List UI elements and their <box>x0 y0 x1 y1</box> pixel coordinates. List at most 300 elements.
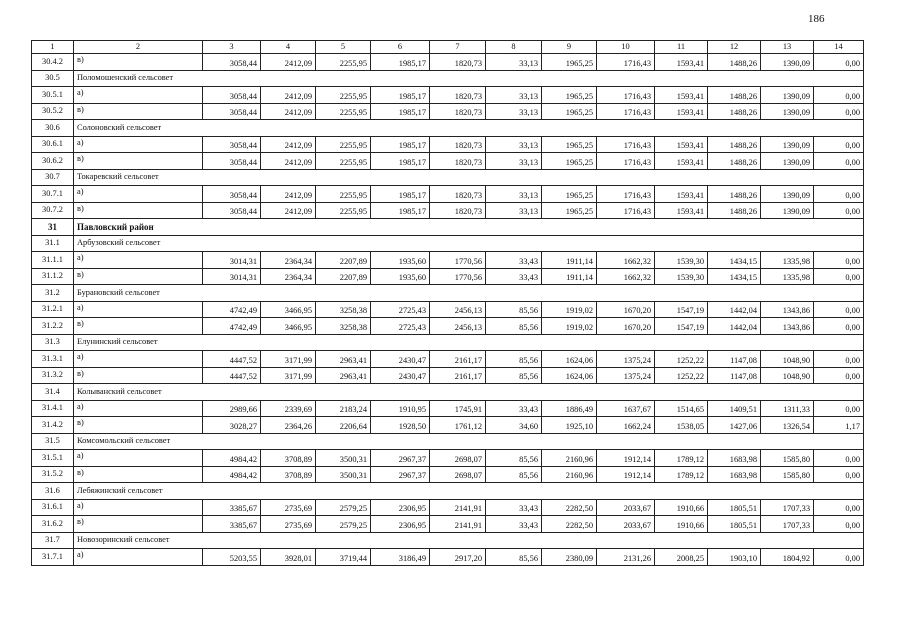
row-code: 31.4 <box>32 384 74 401</box>
row-code: 30.7.1 <box>32 186 74 203</box>
value-cell-col-13: 1048,90 <box>761 367 814 384</box>
value-cell-col-3: 3385,67 <box>203 499 261 516</box>
value-cell-col-13: 1390,09 <box>761 186 814 203</box>
value-cell-col-4: 2412,09 <box>261 54 316 71</box>
value-cell-col-9: 1911,14 <box>542 252 597 269</box>
value-cell-col-8: 33,13 <box>486 153 542 170</box>
table-row <box>32 54 864 71</box>
value-cell-col-5: 3258,38 <box>316 301 371 318</box>
value-cell-col-11: 1252,22 <box>655 367 708 384</box>
value-cell-col-6: 2725,43 <box>371 301 430 318</box>
value-cell-col-3: 3058,44 <box>203 54 261 71</box>
value-cell-col-5: 2255,95 <box>316 54 371 71</box>
row-code: 31.1 <box>32 235 74 252</box>
row-code: 30.4.2 <box>32 54 74 71</box>
value-cell-col-12: 1488,26 <box>708 202 761 219</box>
value-cell-col-10: 1716,43 <box>597 153 655 170</box>
row-label: в) <box>74 202 203 219</box>
value-cell-col-11: 1593,41 <box>655 186 708 203</box>
value-cell-col-12: 1409,51 <box>708 400 761 417</box>
value-cell-col-6: 2967,37 <box>371 450 430 467</box>
value-cell-col-9: 2282,50 <box>542 516 597 533</box>
row-label: в) <box>74 153 203 170</box>
table-row <box>32 450 864 467</box>
table-row <box>32 417 864 434</box>
value-cell-col-6: 1910,95 <box>371 400 430 417</box>
table-row <box>32 252 864 269</box>
table-row <box>32 153 864 170</box>
row-code: 31.6 <box>32 483 74 500</box>
value-cell-col-4: 2364,34 <box>261 252 316 269</box>
value-cell-col-8: 33,13 <box>486 87 542 104</box>
row-code: 31.2.2 <box>32 318 74 335</box>
value-cell-col-3: 4984,42 <box>203 466 261 483</box>
value-cell-col-4: 2412,09 <box>261 153 316 170</box>
row-label: в) <box>74 318 203 335</box>
value-cell-col-5: 2963,41 <box>316 367 371 384</box>
value-cell-col-9: 2282,50 <box>542 499 597 516</box>
row-code: 31.5.2 <box>32 466 74 483</box>
value-cell-col-13: 1335,98 <box>761 252 814 269</box>
row-code: 30.7 <box>32 169 74 186</box>
value-cell-col-5: 2207,89 <box>316 252 371 269</box>
value-cell-col-13: 1707,33 <box>761 516 814 533</box>
table-row <box>32 367 864 384</box>
column-number-row <box>32 41 864 54</box>
row-code: 30.6.2 <box>32 153 74 170</box>
row-code: 31.2 <box>32 285 74 302</box>
row-label: а) <box>74 186 203 203</box>
value-cell-col-13: 1390,09 <box>761 202 814 219</box>
value-cell-col-9: 1886,49 <box>542 400 597 417</box>
value-cell-col-14: 0,00 <box>814 301 864 318</box>
table-row <box>32 301 864 318</box>
value-cell-col-3: 5203,55 <box>203 549 261 566</box>
settlement-heading-row <box>32 334 864 351</box>
row-code: 31.4.2 <box>32 417 74 434</box>
value-cell-col-12: 1442,04 <box>708 301 761 318</box>
value-cell-col-10: 1912,14 <box>597 466 655 483</box>
value-cell-col-6: 1985,17 <box>371 153 430 170</box>
value-cell-col-4: 2735,69 <box>261 499 316 516</box>
value-cell-col-8: 33,43 <box>486 400 542 417</box>
value-cell-col-5: 3500,31 <box>316 466 371 483</box>
value-cell-col-12: 1488,26 <box>708 186 761 203</box>
table-row <box>32 318 864 335</box>
table-row <box>32 466 864 483</box>
settlement-heading-row <box>32 120 864 137</box>
value-cell-col-4: 3928,01 <box>261 549 316 566</box>
value-cell-col-6: 1985,17 <box>371 103 430 120</box>
value-cell-col-14: 0,00 <box>814 153 864 170</box>
column-number-9: 9 <box>542 41 597 54</box>
value-cell-col-6: 1985,17 <box>371 87 430 104</box>
row-code: 30.5 <box>32 70 74 87</box>
value-cell-col-11: 1789,12 <box>655 450 708 467</box>
settlement-heading-row <box>32 483 864 500</box>
value-cell-col-10: 1375,24 <box>597 367 655 384</box>
value-cell-col-13: 1585,80 <box>761 466 814 483</box>
value-cell-col-8: 33,13 <box>486 186 542 203</box>
value-cell-col-14: 0,00 <box>814 186 864 203</box>
column-number-2: 2 <box>74 41 203 54</box>
value-cell-col-3: 4447,52 <box>203 367 261 384</box>
value-cell-col-4: 2364,26 <box>261 417 316 434</box>
value-cell-col-10: 1716,43 <box>597 186 655 203</box>
row-code: 31.6.2 <box>32 516 74 533</box>
settlement-heading-row <box>32 169 864 186</box>
value-cell-col-10: 1670,20 <box>597 318 655 335</box>
value-cell-col-12: 1683,98 <box>708 450 761 467</box>
column-number-3: 3 <box>203 41 261 54</box>
value-cell-col-3: 3028,27 <box>203 417 261 434</box>
value-cell-col-6: 1928,50 <box>371 417 430 434</box>
settlement-heading-row <box>32 285 864 302</box>
row-code: 31.3.2 <box>32 367 74 384</box>
settlement-heading-row <box>32 532 864 549</box>
value-cell-col-3: 3058,44 <box>203 153 261 170</box>
value-cell-col-14: 0,00 <box>814 103 864 120</box>
value-cell-col-11: 1910,66 <box>655 516 708 533</box>
value-cell-col-7: 2161,17 <box>430 367 486 384</box>
column-number-7: 7 <box>430 41 486 54</box>
row-code: 30.6 <box>32 120 74 137</box>
value-cell-col-7: 2456,13 <box>430 301 486 318</box>
value-cell-col-7: 2917,20 <box>430 549 486 566</box>
value-cell-col-14: 0,00 <box>814 351 864 368</box>
value-cell-col-5: 3500,31 <box>316 450 371 467</box>
value-cell-col-7: 1820,73 <box>430 54 486 71</box>
row-code: 31.1.2 <box>32 268 74 285</box>
value-cell-col-13: 1707,33 <box>761 499 814 516</box>
value-cell-col-14: 0,00 <box>814 499 864 516</box>
value-cell-col-5: 2255,95 <box>316 136 371 153</box>
value-cell-col-4: 3708,89 <box>261 450 316 467</box>
value-cell-col-5: 2255,95 <box>316 186 371 203</box>
value-cell-col-14: 0,00 <box>814 367 864 384</box>
row-code: 31.6.1 <box>32 499 74 516</box>
value-cell-col-11: 1252,22 <box>655 351 708 368</box>
value-cell-col-7: 2141,91 <box>430 499 486 516</box>
value-cell-col-11: 1593,41 <box>655 202 708 219</box>
value-cell-col-8: 85,56 <box>486 466 542 483</box>
value-cell-col-3: 3058,44 <box>203 186 261 203</box>
row-code: 31.4.1 <box>32 400 74 417</box>
row-code: 31.7.1 <box>32 549 74 566</box>
value-cell-col-10: 2131,26 <box>597 549 655 566</box>
value-cell-col-12: 1903,10 <box>708 549 761 566</box>
value-cell-col-11: 1789,12 <box>655 466 708 483</box>
value-cell-col-10: 1716,43 <box>597 54 655 71</box>
value-cell-col-11: 1547,19 <box>655 301 708 318</box>
district-heading-row <box>32 219 864 236</box>
value-cell-col-5: 2183,24 <box>316 400 371 417</box>
value-cell-col-11: 1514,65 <box>655 400 708 417</box>
value-cell-col-4: 3171,99 <box>261 351 316 368</box>
value-cell-col-4: 3708,89 <box>261 466 316 483</box>
value-cell-col-4: 2364,34 <box>261 268 316 285</box>
row-code: 31.3 <box>32 334 74 351</box>
value-cell-col-11: 1593,41 <box>655 87 708 104</box>
value-cell-col-10: 1662,32 <box>597 268 655 285</box>
column-number-14: 14 <box>814 41 864 54</box>
value-cell-col-10: 1912,14 <box>597 450 655 467</box>
row-label: а) <box>74 252 203 269</box>
value-cell-col-9: 1965,25 <box>542 54 597 71</box>
value-cell-col-9: 2380,09 <box>542 549 597 566</box>
value-cell-col-11: 1593,41 <box>655 54 708 71</box>
value-cell-col-6: 1935,60 <box>371 252 430 269</box>
value-cell-col-8: 85,56 <box>486 318 542 335</box>
row-code: 31 <box>32 219 74 236</box>
value-cell-col-5: 2579,25 <box>316 499 371 516</box>
value-cell-col-5: 2255,95 <box>316 202 371 219</box>
value-cell-col-10: 1716,43 <box>597 202 655 219</box>
column-number-5: 5 <box>316 41 371 54</box>
value-cell-col-7: 2456,13 <box>430 318 486 335</box>
value-cell-col-13: 1390,09 <box>761 54 814 71</box>
row-label: в) <box>74 268 203 285</box>
value-cell-col-7: 1761,12 <box>430 417 486 434</box>
value-cell-col-6: 1935,60 <box>371 268 430 285</box>
value-cell-col-13: 1343,86 <box>761 318 814 335</box>
value-cell-col-9: 2160,96 <box>542 466 597 483</box>
table-row <box>32 202 864 219</box>
row-heading: Токаревский сельсовет <box>74 169 864 186</box>
value-cell-col-8: 34,60 <box>486 417 542 434</box>
value-cell-col-6: 2306,95 <box>371 499 430 516</box>
column-number-13: 13 <box>761 41 814 54</box>
row-heading: Поломошенский сельсовет <box>74 70 864 87</box>
value-cell-col-9: 1919,02 <box>542 318 597 335</box>
value-cell-col-8: 33,43 <box>486 252 542 269</box>
row-label: а) <box>74 450 203 467</box>
row-label: в) <box>74 367 203 384</box>
value-cell-col-14: 0,00 <box>814 268 864 285</box>
value-cell-col-6: 2430,47 <box>371 367 430 384</box>
value-cell-col-9: 1925,10 <box>542 417 597 434</box>
value-cell-col-7: 1820,73 <box>430 103 486 120</box>
value-cell-col-12: 1427,06 <box>708 417 761 434</box>
column-number-8: 8 <box>486 41 542 54</box>
value-cell-col-8: 85,56 <box>486 301 542 318</box>
value-cell-col-13: 1390,09 <box>761 103 814 120</box>
value-cell-col-7: 1770,56 <box>430 252 486 269</box>
value-cell-col-10: 1716,43 <box>597 103 655 120</box>
value-cell-col-10: 1637,67 <box>597 400 655 417</box>
row-heading: Бурановский сельсовет <box>74 285 864 302</box>
table-row <box>32 268 864 285</box>
value-cell-col-13: 1048,90 <box>761 351 814 368</box>
value-cell-col-3: 3058,44 <box>203 87 261 104</box>
value-cell-col-6: 1985,17 <box>371 202 430 219</box>
settlement-heading-row <box>32 70 864 87</box>
value-cell-col-4: 2412,09 <box>261 186 316 203</box>
value-cell-col-5: 2206,64 <box>316 417 371 434</box>
table-row <box>32 87 864 104</box>
value-cell-col-14: 0,00 <box>814 400 864 417</box>
value-cell-col-4: 2339,69 <box>261 400 316 417</box>
value-cell-col-14: 0,00 <box>814 87 864 104</box>
value-cell-col-7: 1820,73 <box>430 202 486 219</box>
value-cell-col-7: 2698,07 <box>430 466 486 483</box>
value-cell-col-4: 2735,69 <box>261 516 316 533</box>
row-label: а) <box>74 136 203 153</box>
value-cell-col-11: 1538,05 <box>655 417 708 434</box>
value-cell-col-10: 1716,43 <box>597 136 655 153</box>
value-cell-col-10: 1375,24 <box>597 351 655 368</box>
value-cell-col-10: 1662,32 <box>597 252 655 269</box>
value-cell-col-3: 2989,66 <box>203 400 261 417</box>
row-code: 31.5.1 <box>32 450 74 467</box>
table-row <box>32 400 864 417</box>
value-cell-col-11: 1593,41 <box>655 103 708 120</box>
row-heading: Новозоринский сельсовет <box>74 532 864 549</box>
value-cell-col-8: 33,43 <box>486 499 542 516</box>
value-cell-col-6: 3186,49 <box>371 549 430 566</box>
row-label: в) <box>74 103 203 120</box>
value-cell-col-12: 1488,26 <box>708 103 761 120</box>
value-cell-col-8: 85,56 <box>486 549 542 566</box>
value-cell-col-7: 2161,17 <box>430 351 486 368</box>
value-cell-col-7: 2698,07 <box>430 450 486 467</box>
value-cell-col-14: 0,00 <box>814 516 864 533</box>
value-cell-col-14: 0,00 <box>814 252 864 269</box>
value-cell-col-12: 1488,26 <box>708 87 761 104</box>
settlement-heading-row <box>32 384 864 401</box>
row-label: в) <box>74 466 203 483</box>
row-label: в) <box>74 54 203 71</box>
row-code: 31.3.1 <box>32 351 74 368</box>
value-cell-col-8: 33,13 <box>486 136 542 153</box>
value-cell-col-11: 1539,30 <box>655 252 708 269</box>
row-code: 30.6.1 <box>32 136 74 153</box>
row-code: 30.5.1 <box>32 87 74 104</box>
row-heading: Елунинский сельсовет <box>74 334 864 351</box>
value-cell-col-5: 3258,38 <box>316 318 371 335</box>
row-label: а) <box>74 351 203 368</box>
value-cell-col-14: 0,00 <box>814 54 864 71</box>
value-cell-col-4: 2412,09 <box>261 103 316 120</box>
value-cell-col-3: 3014,31 <box>203 252 261 269</box>
value-cell-col-8: 33,13 <box>486 54 542 71</box>
value-cell-col-12: 1442,04 <box>708 318 761 335</box>
settlement-heading-row <box>32 235 864 252</box>
value-cell-col-3: 3058,44 <box>203 136 261 153</box>
value-cell-col-12: 1488,26 <box>708 54 761 71</box>
table-row <box>32 136 864 153</box>
column-number-4: 4 <box>261 41 316 54</box>
value-cell-col-9: 1624,06 <box>542 367 597 384</box>
table-row <box>32 351 864 368</box>
value-cell-col-12: 1147,08 <box>708 351 761 368</box>
value-cell-col-6: 2430,47 <box>371 351 430 368</box>
value-cell-col-3: 4984,42 <box>203 450 261 467</box>
value-cell-col-4: 2412,09 <box>261 136 316 153</box>
value-cell-col-7: 2141,91 <box>430 516 486 533</box>
table-row <box>32 186 864 203</box>
value-cell-col-9: 1919,02 <box>542 301 597 318</box>
value-cell-col-8: 33,13 <box>486 202 542 219</box>
value-cell-col-4: 2412,09 <box>261 202 316 219</box>
value-cell-col-3: 3058,44 <box>203 103 261 120</box>
value-cell-col-8: 85,56 <box>486 367 542 384</box>
row-code: 30.7.2 <box>32 202 74 219</box>
value-cell-col-12: 1805,51 <box>708 499 761 516</box>
value-cell-col-9: 1965,25 <box>542 202 597 219</box>
value-cell-col-6: 2306,95 <box>371 516 430 533</box>
value-cell-col-12: 1434,15 <box>708 268 761 285</box>
value-cell-col-13: 1326,54 <box>761 417 814 434</box>
value-cell-col-14: 0,00 <box>814 450 864 467</box>
column-number-6: 6 <box>371 41 430 54</box>
table-row <box>32 103 864 120</box>
page-number: 186 <box>808 13 825 25</box>
value-cell-col-5: 2207,89 <box>316 268 371 285</box>
row-heading: Лебяжинский сельсовет <box>74 483 864 500</box>
value-cell-col-13: 1585,80 <box>761 450 814 467</box>
row-heading: Колыванский сельсовет <box>74 384 864 401</box>
value-cell-col-12: 1488,26 <box>708 153 761 170</box>
value-cell-col-5: 3719,44 <box>316 549 371 566</box>
value-cell-col-9: 2160,96 <box>542 450 597 467</box>
value-cell-col-3: 4742,49 <box>203 318 261 335</box>
value-cell-col-3: 3058,44 <box>203 202 261 219</box>
row-label: а) <box>74 301 203 318</box>
value-cell-col-11: 1910,66 <box>655 499 708 516</box>
value-cell-col-12: 1147,08 <box>708 367 761 384</box>
column-number-1: 1 <box>32 41 74 54</box>
column-number-11: 11 <box>655 41 708 54</box>
value-cell-col-10: 2033,67 <box>597 499 655 516</box>
settlement-heading-row <box>32 433 864 450</box>
value-cell-col-13: 1390,09 <box>761 153 814 170</box>
value-cell-col-5: 2579,25 <box>316 516 371 533</box>
value-cell-col-11: 1593,41 <box>655 153 708 170</box>
row-heading: Арбузовский сельсовет <box>74 235 864 252</box>
value-cell-col-9: 1965,25 <box>542 186 597 203</box>
value-cell-col-9: 1911,14 <box>542 268 597 285</box>
value-cell-col-12: 1683,98 <box>708 466 761 483</box>
row-label: а) <box>74 499 203 516</box>
value-cell-col-10: 1716,43 <box>597 87 655 104</box>
row-label: а) <box>74 87 203 104</box>
value-cell-col-3: 3385,67 <box>203 516 261 533</box>
value-cell-col-9: 1965,25 <box>542 136 597 153</box>
value-cell-col-14: 0,00 <box>814 136 864 153</box>
value-cell-col-13: 1311,33 <box>761 400 814 417</box>
row-heading: Павловский район <box>74 219 864 236</box>
column-number-12: 12 <box>708 41 761 54</box>
value-cell-col-5: 2963,41 <box>316 351 371 368</box>
value-cell-col-7: 1745,91 <box>430 400 486 417</box>
value-cell-col-14: 0,00 <box>814 549 864 566</box>
value-cell-col-5: 2255,95 <box>316 103 371 120</box>
value-cell-col-4: 3466,95 <box>261 318 316 335</box>
value-cell-col-8: 85,56 <box>486 351 542 368</box>
value-cell-col-6: 1985,17 <box>371 186 430 203</box>
value-cell-col-13: 1804,92 <box>761 549 814 566</box>
value-cell-col-8: 85,56 <box>486 450 542 467</box>
value-cell-col-9: 1624,06 <box>542 351 597 368</box>
row-code: 31.2.1 <box>32 301 74 318</box>
value-cell-col-3: 3014,31 <box>203 268 261 285</box>
value-cell-col-13: 1390,09 <box>761 136 814 153</box>
value-cell-col-14: 0,00 <box>814 318 864 335</box>
value-cell-col-4: 3171,99 <box>261 367 316 384</box>
value-cell-col-6: 2967,37 <box>371 466 430 483</box>
value-cell-col-4: 3466,95 <box>261 301 316 318</box>
